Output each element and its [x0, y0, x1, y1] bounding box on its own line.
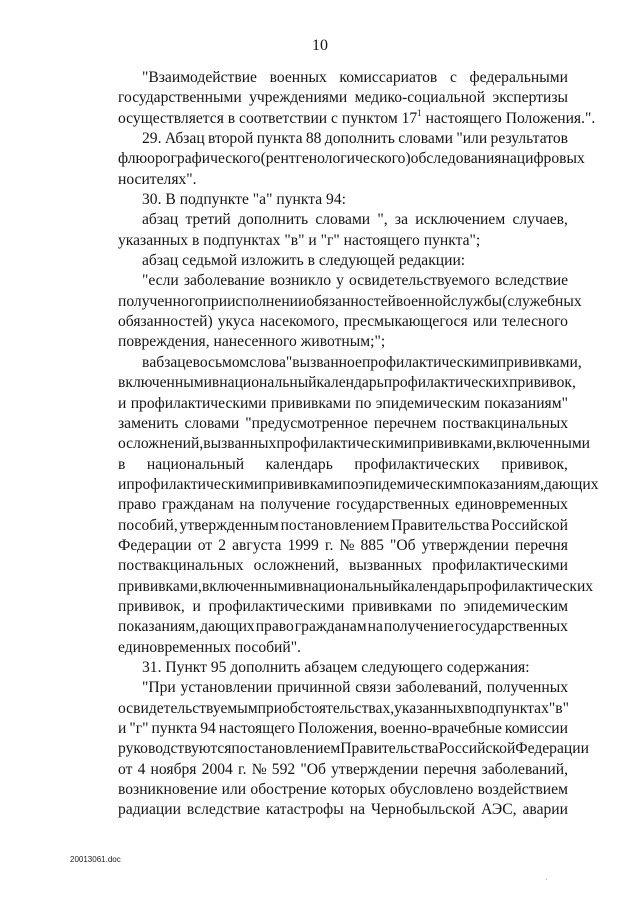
text-line: в национальный календарь профилактических прививок,: [118, 455, 568, 473]
text-line: осуществляется в соответствии с пунктом $17^1$ настоящего Положения.".: [118, 107, 596, 127]
page-number: 10: [312, 37, 328, 54]
text-line: "При установлении причинной связи заболеваний, полученных: [142, 679, 568, 697]
text-line: прививок, и профилактическими прививками по эпидемическим: [118, 597, 568, 615]
text-line: и профилактическими прививками по эпидемическим показаниям": [118, 394, 568, 412]
text-line: 29. Абзац второй пункта 88 дополнить словами "или результатов: [142, 130, 568, 148]
text-line: Федерации от 2 августа 1999 г. № 885 "Об утверждении перечня: [118, 536, 568, 554]
text-line: указанных в подпунктах "в" и "г" настоящего пункта";: [118, 231, 481, 249]
document-body: [118, 68, 599, 821]
text-line: поствакцинальных осложнений, вызванных профилактическими: [118, 557, 568, 575]
text-line: 30. В подпункте "а" пункта 94:: [142, 191, 346, 209]
text-line: в абзаце восьмом слова "вызванное профилактическими прививками,: [142, 353, 582, 371]
text-line: государственными учреждениями медико-социальной экспертизы: [118, 89, 568, 107]
text-line: пособий, утвержденным постановлением Правительства Российской: [118, 516, 568, 534]
text-line: включенными в национальный календарь профилактических прививок,: [118, 374, 576, 392]
text-line: абзац седьмой изложить в следующей редакции:: [142, 252, 466, 270]
superscript: 1: [417, 107, 422, 118]
text-line: руководствуются постановлением Правительства Российской Федерации: [118, 740, 589, 758]
text-line: возникновение или обострение которых обусловлено воздействием: [118, 781, 568, 799]
text-line: и "г" пункта 94 настоящего Положения, военно-врачебные комиссии: [118, 720, 568, 737]
text-line: полученного при исполнении обязанностей военной службы (служебных: [118, 292, 582, 310]
footer-file-code: 20013061.doc: [70, 855, 121, 864]
text-line: единовременных пособий".: [118, 638, 302, 656]
text-line: и профилактическими прививками по эпидемическим показаниям, дающих: [118, 475, 599, 493]
text-line: флюорографического (рентгенологического) обследования на цифровых: [118, 150, 585, 168]
text-line: обязанностей) укуса насекомого, пресмыкающегося или телесного: [118, 313, 568, 331]
text-line: 31. Пункт 95 дополнить абзацем следующего содержания:: [142, 658, 530, 676]
text-line: "если заболевание возникло у освидетельствуемого вследствие: [142, 272, 568, 290]
text-line: абзац третий дополнить словами ", за исключением случаев,: [142, 211, 568, 229]
text-line: показаниям, дающих право гражданам на получение государственных: [118, 618, 568, 636]
text-line: заменить словами "предусмотренное перечнем поствакцинальных: [118, 414, 568, 432]
text-line: право гражданам на получение государственных единовременных: [118, 496, 568, 514]
text-line: от 4 ноября 2004 г. № 592 "Об утверждении перечня заболеваний,: [118, 760, 568, 778]
scan-mark: ·: [545, 875, 548, 884]
text-line: прививками, включенными в национальный календарь профилактических: [118, 577, 594, 595]
text-line: "Взаимодействие военных комиссариатов с федеральными: [142, 69, 568, 86]
text-line: носителях".: [118, 170, 197, 188]
text-line: радиации вследствие катастрофы на Чернобыльской АЭС, аварии: [118, 801, 568, 819]
text-line: повреждения, нанесенного животным;";: [118, 333, 386, 351]
text-line: освидетельствуемым при обстоятельствах, указанных в подпунктах "в": [118, 699, 569, 717]
text-line: осложнений, вызванных профилактическими прививками, включенными: [118, 435, 591, 453]
